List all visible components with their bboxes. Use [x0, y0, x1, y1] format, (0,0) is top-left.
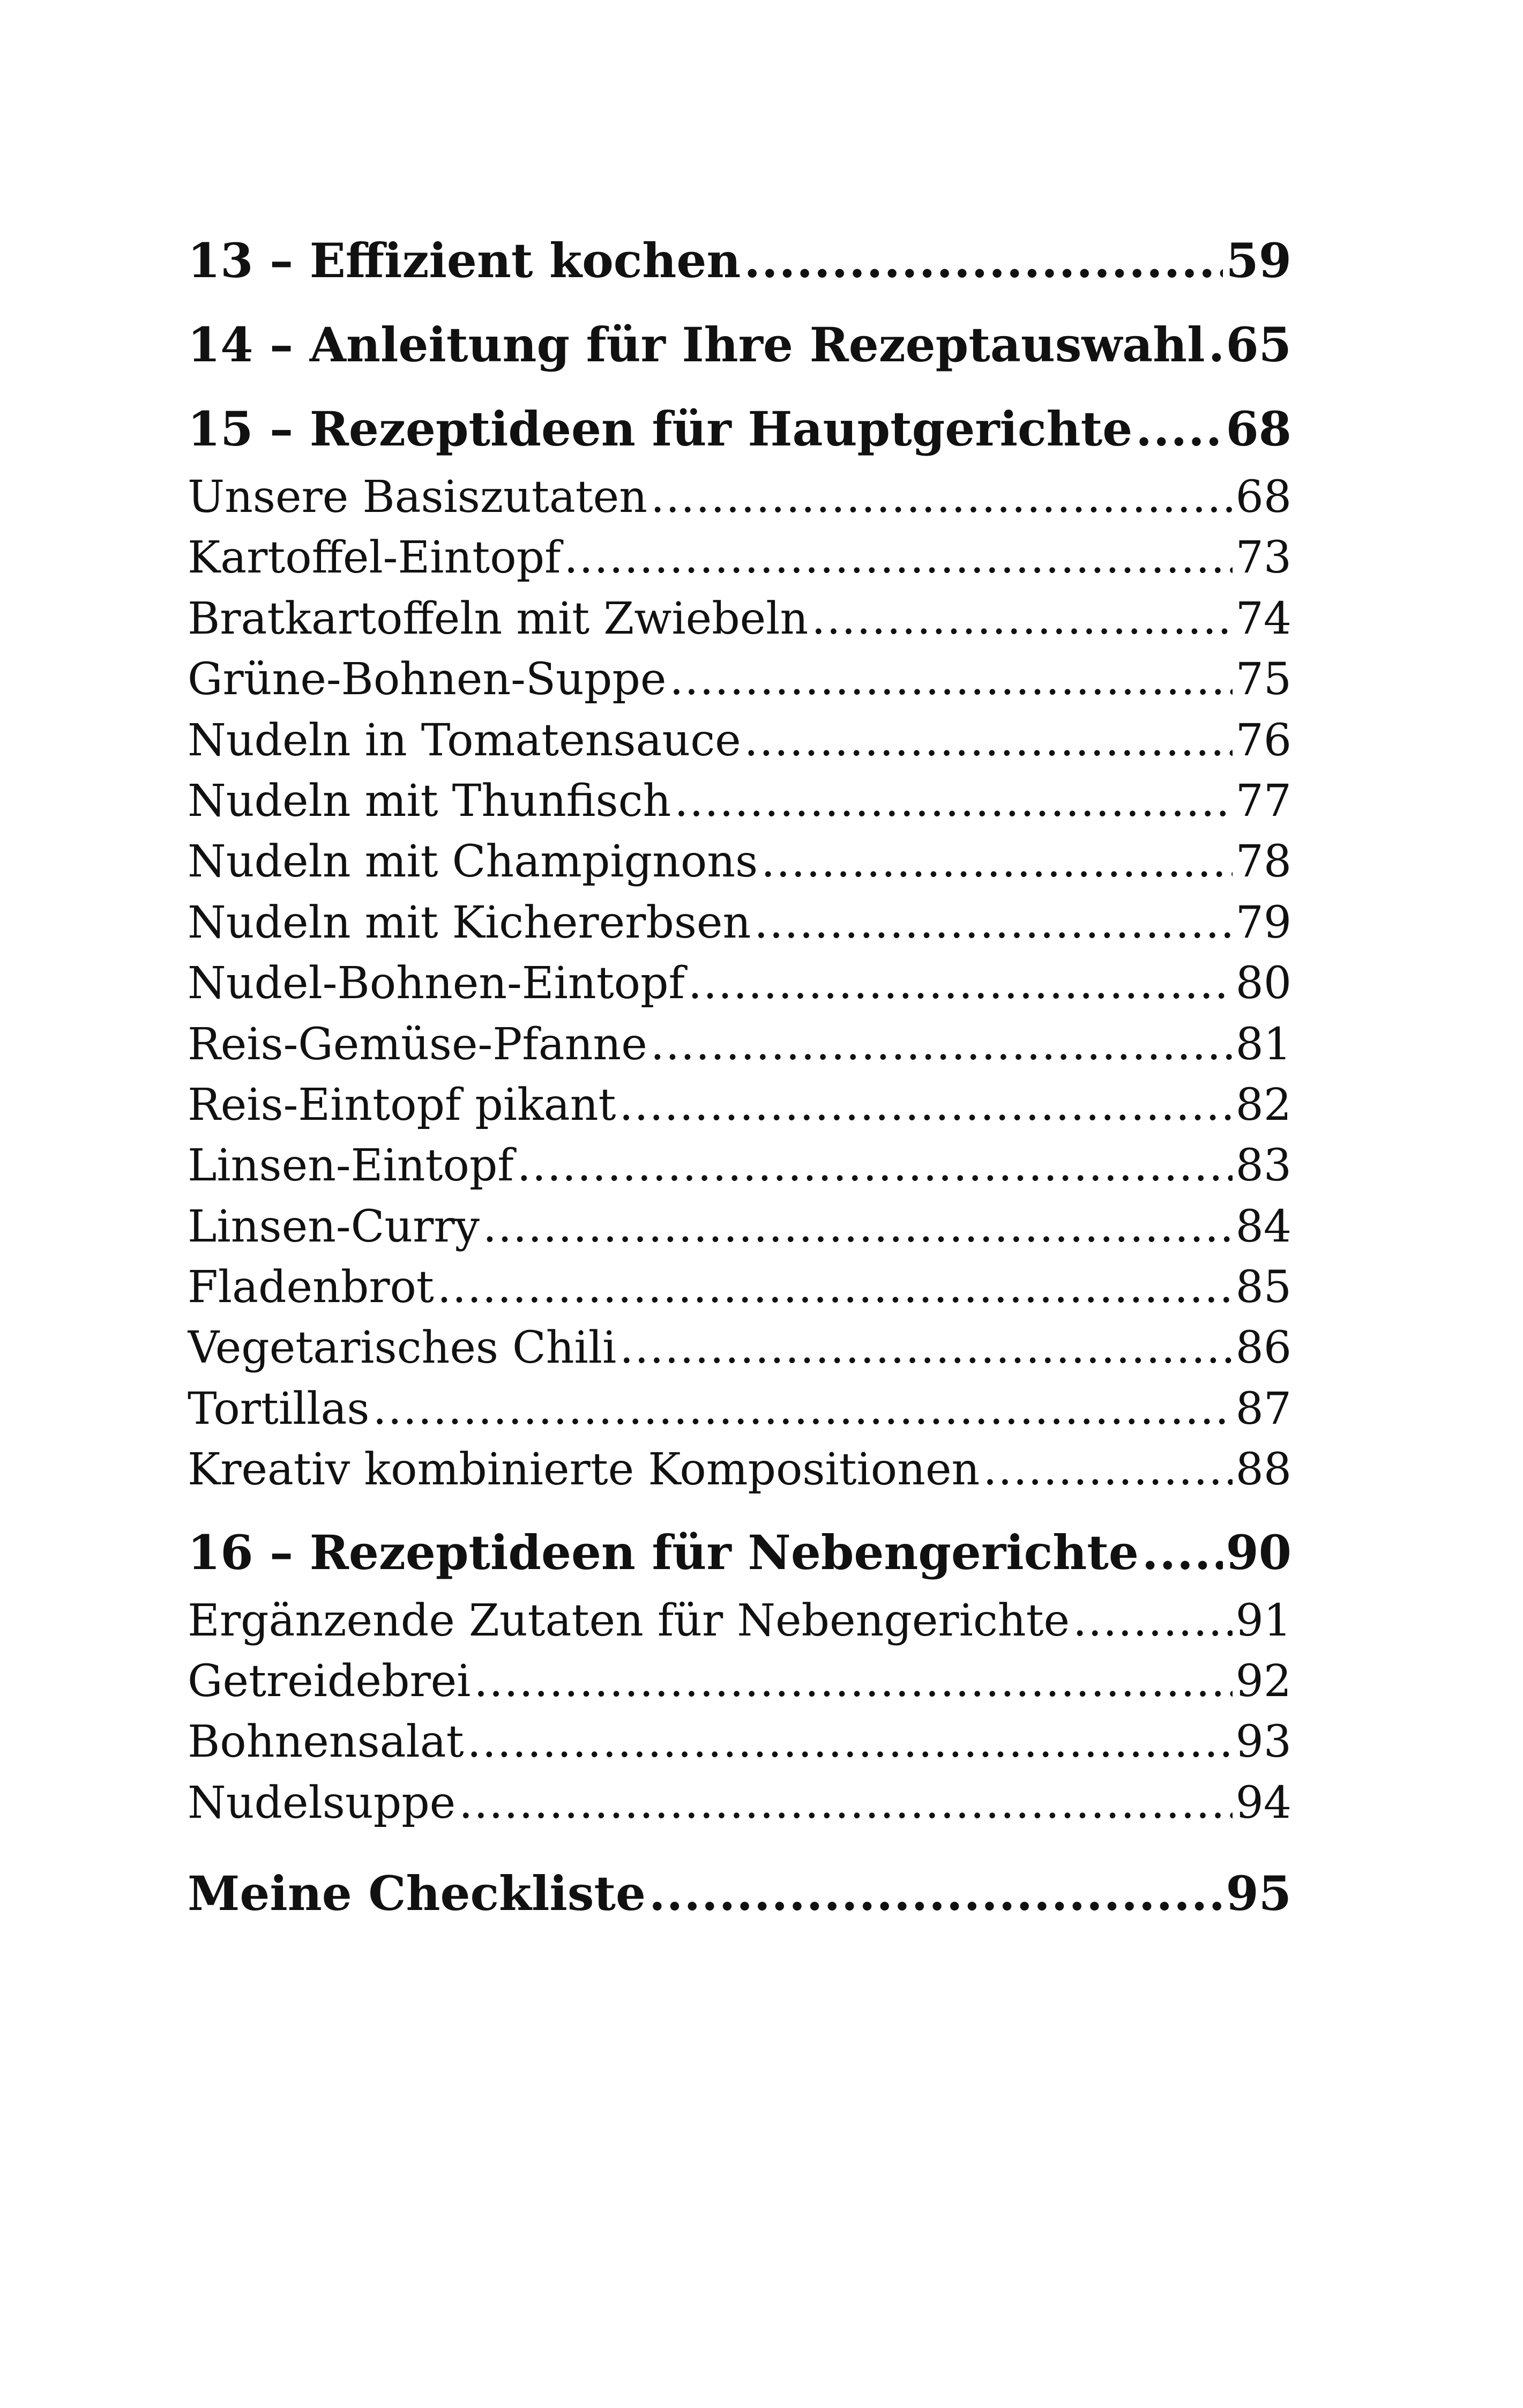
toc-page-number: 86 [1235, 1322, 1291, 1374]
toc-chapter-entry[interactable] [188, 299, 1291, 391]
toc-entry-title: 14 – Anleitung für Ihre Rezeptauswahl [188, 317, 1205, 373]
toc-section-entry[interactable] [188, 1379, 1291, 1439]
dot-leader [669, 649, 1232, 710]
dot-leader [619, 1075, 1232, 1135]
toc-entry-title: Nudeln mit Thunfisch [188, 775, 671, 827]
toc-page-number: 93 [1235, 1716, 1291, 1768]
dot-leader [983, 1439, 1232, 1500]
toc-chapter-entry[interactable] [188, 391, 1291, 467]
table-of-contents [188, 222, 1291, 1939]
dot-leader [651, 1014, 1233, 1075]
dot-leader [437, 1257, 1233, 1318]
toc-section-entry[interactable] [188, 1712, 1291, 1772]
toc-page-number: 92 [1235, 1656, 1291, 1707]
toc-page-number: 88 [1235, 1444, 1291, 1496]
toc-entry-title: Kreativ kombinierte Kompositionen [188, 1444, 980, 1496]
toc-page-number: 75 [1235, 654, 1291, 705]
toc-page-number: 82 [1235, 1079, 1291, 1131]
toc-section-entry[interactable] [188, 649, 1291, 710]
toc-page-number: 68 [1226, 401, 1291, 457]
toc-page-number: 91 [1235, 1595, 1291, 1646]
toc-entry-title: Reis-Eintopf pikant [188, 1079, 616, 1131]
dot-leader [744, 222, 1222, 299]
toc-section-entry[interactable] [188, 1439, 1291, 1500]
dot-leader [474, 1651, 1232, 1712]
toc-chapter-entry[interactable] [188, 222, 1291, 299]
dot-leader [1136, 391, 1222, 467]
toc-entry-title: Linsen-Eintopf [188, 1140, 514, 1192]
toc-entry-title: Tortillas [188, 1383, 370, 1435]
toc-section-entry[interactable] [188, 771, 1291, 831]
toc-page-number: 59 [1226, 233, 1291, 288]
toc-section-entry[interactable] [188, 1591, 1291, 1651]
toc-entry-title: Vegetarisches Chili [188, 1322, 617, 1374]
toc-entry-title: Nudeln in Tomatensauce [188, 715, 741, 766]
toc-entry-title: Grüne-Bohnen-Suppe [188, 654, 667, 705]
dot-leader [564, 527, 1232, 588]
dot-leader [1142, 1514, 1223, 1591]
toc-section-entry[interactable] [188, 953, 1291, 1014]
dot-leader [1208, 299, 1223, 391]
toc-chapter-entry[interactable] [188, 1847, 1291, 1939]
toc-section-entry[interactable] [188, 831, 1291, 892]
toc-page-number: 94 [1235, 1777, 1291, 1829]
dot-leader [674, 771, 1232, 831]
dot-leader [649, 1847, 1222, 1939]
toc-entry-title: Nudel-Bohnen-Eintopf [188, 958, 685, 1009]
toc-section-entry[interactable] [188, 1257, 1291, 1318]
dot-leader [1073, 1591, 1233, 1651]
toc-page-number: 65 [1226, 317, 1291, 373]
dot-leader [754, 893, 1232, 953]
toc-section-entry[interactable] [188, 1773, 1291, 1833]
toc-entry-title: Reis-Gemüse-Pfanne [188, 1019, 647, 1070]
dot-leader [517, 1135, 1233, 1196]
toc-section-entry[interactable] [188, 527, 1291, 588]
dot-leader [467, 1712, 1233, 1772]
toc-page-number: 68 [1235, 472, 1291, 523]
toc-page-number: 84 [1235, 1201, 1291, 1252]
toc-entry-title: Linsen-Curry [188, 1201, 480, 1252]
toc-entry-title: Meine Checkliste [188, 1866, 646, 1922]
dot-leader [619, 1318, 1232, 1378]
toc-page-number: 79 [1235, 897, 1291, 948]
toc-chapter-entry[interactable] [188, 1514, 1291, 1591]
toc-entry-title: Unsere Basiszutaten [188, 472, 647, 523]
dot-leader [373, 1379, 1233, 1439]
dot-leader [459, 1773, 1232, 1833]
dot-leader [811, 589, 1232, 649]
toc-section-entry[interactable] [188, 893, 1291, 953]
toc-page-number: 85 [1235, 1262, 1291, 1313]
toc-entry-title: Bratkartoffeln mit Zwiebeln [188, 593, 809, 644]
toc-entry-title: 15 – Rezeptideen für Hauptgerichte [188, 401, 1133, 457]
toc-entry-title: Ergänzende Zutaten für Nebengerichte [188, 1595, 1070, 1646]
toc-section-entry[interactable] [188, 1014, 1291, 1075]
toc-entry-title: Bohnensalat [188, 1716, 464, 1768]
toc-page-number: 87 [1235, 1383, 1291, 1435]
toc-entry-title: Fladenbrot [188, 1262, 434, 1313]
toc-section-entry[interactable] [188, 710, 1291, 771]
toc-page-number: 80 [1235, 958, 1291, 1009]
dot-leader [744, 710, 1233, 771]
dot-leader [688, 953, 1233, 1014]
toc-section-entry[interactable] [188, 467, 1291, 527]
toc-section-entry[interactable] [188, 1135, 1291, 1196]
dot-leader [761, 831, 1232, 892]
toc-entry-title: Kartoffel-Eintopf [188, 532, 561, 584]
toc-page-number: 74 [1235, 593, 1291, 644]
toc-section-entry[interactable] [188, 589, 1291, 649]
toc-page-number: 83 [1235, 1140, 1291, 1192]
toc-page-number: 77 [1235, 775, 1291, 827]
dot-leader [651, 467, 1233, 527]
toc-section-entry[interactable] [188, 1075, 1291, 1135]
toc-entry-title: 13 – Effizient kochen [188, 233, 741, 288]
toc-page-number: 95 [1226, 1866, 1291, 1922]
toc-section-entry[interactable] [188, 1318, 1291, 1378]
toc-page-number: 90 [1226, 1524, 1291, 1580]
toc-entry-title: 16 – Rezeptideen für Nebengerichte [188, 1524, 1139, 1580]
toc-entry-title: Nudeln mit Champignons [188, 836, 758, 888]
toc-page-number: 78 [1235, 836, 1291, 888]
dot-leader [483, 1196, 1233, 1257]
toc-page-number: 81 [1235, 1019, 1291, 1070]
toc-entry-title: Getreidebrei [188, 1656, 471, 1707]
toc-section-entry[interactable] [188, 1651, 1291, 1712]
toc-entry-title: Nudelsuppe [188, 1777, 456, 1829]
toc-page-number: 73 [1235, 532, 1291, 584]
toc-page-number: 76 [1235, 715, 1291, 766]
toc-entry-title: Nudeln mit Kichererbsen [188, 897, 751, 948]
toc-section-entry[interactable] [188, 1196, 1291, 1257]
